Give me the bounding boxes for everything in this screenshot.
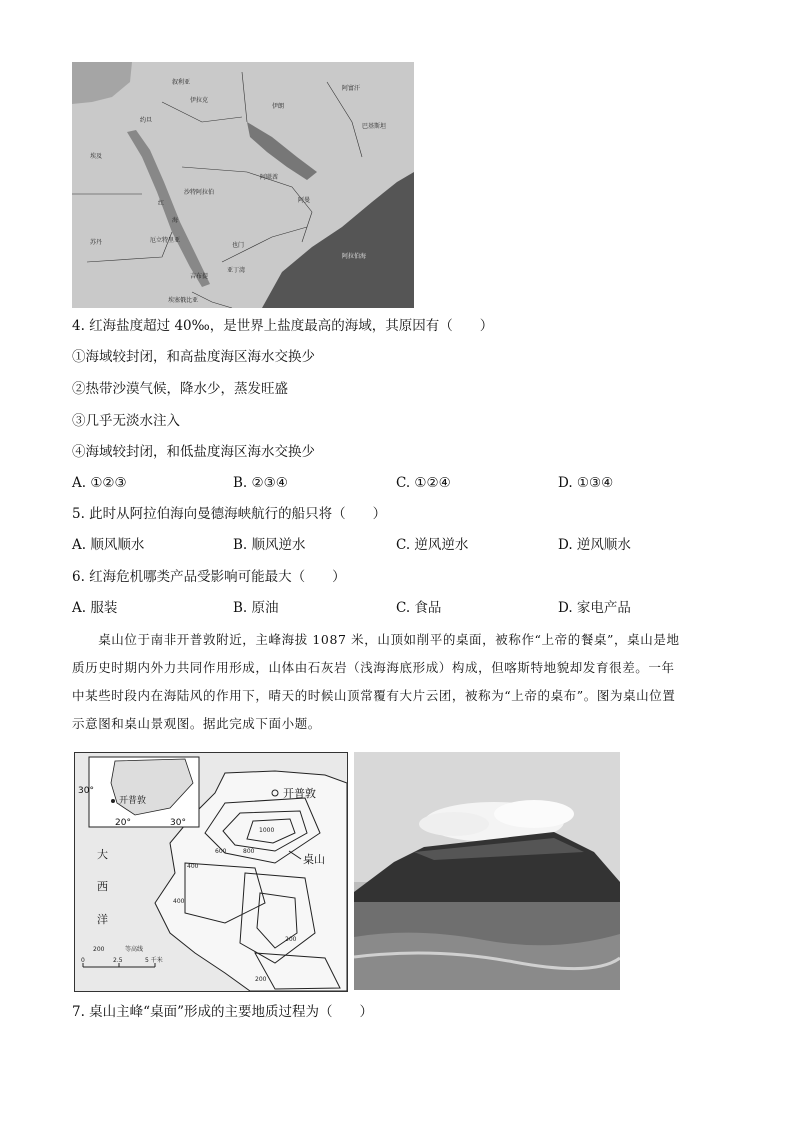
inset-lon1-label: 20° <box>115 818 131 828</box>
q7-stem: 7. 桌山主峰“桌面”形成的主要地质过程为（ ） <box>72 1004 373 1020</box>
q5-option-d[interactable]: D. 逆风顺水 <box>558 537 631 553</box>
contour-600: 600 <box>215 848 227 855</box>
q5-option-c[interactable]: C. 逆风逆水 <box>396 537 469 553</box>
scale-0: 0 <box>81 957 85 964</box>
contour-800: 800 <box>243 848 255 855</box>
label-afghanistan: 阿富汗 <box>342 85 361 92</box>
city-label: 开普敦 <box>283 787 316 800</box>
q4-item-4: ④海域较封闭，和低盐度海区海水交换少 <box>72 444 315 460</box>
label-sudan: 苏丹 <box>90 239 103 246</box>
mountain-label: 桌山 <box>303 853 325 866</box>
passage-line-4: 示意图和桌山景观图。据此完成下面小题。 <box>72 716 321 731</box>
label-saudi: 沙特阿拉伯 <box>184 189 215 196</box>
label-iran: 伊朗 <box>272 103 285 110</box>
q5-option-a[interactable]: A. 顺风顺水 <box>72 537 145 553</box>
label-red: 红 <box>158 200 165 207</box>
passage-line-3: 中某些时段内在海陆风的作用下，晴天的时候山顶常覆有大片云团，被称为“上帝的桌布”。图为桌山位置 <box>72 688 676 703</box>
label-oman: 阿曼 <box>298 197 311 204</box>
ocean-char-3: 洋 <box>97 913 108 926</box>
q6-option-d[interactable]: D. 家电产品 <box>558 600 631 616</box>
label-uae: 阿联酋 <box>260 174 279 181</box>
label-djibouti: 吉布提 <box>190 273 209 280</box>
ocean-char-2: 西 <box>97 880 108 893</box>
contour-400-a: 400 <box>187 863 199 870</box>
scale-5km: 5 千米 <box>145 957 163 964</box>
inset-lat-label: 30° <box>78 786 94 796</box>
q6-stem: 6. 红海危机哪类产品受影响可能最大（ ） <box>72 569 346 585</box>
q4-item-1: ①海域较封闭，和高盐度海区海水交换少 <box>72 349 315 365</box>
label-arabian-sea: 阿拉伯海 <box>342 253 367 260</box>
q5-stem: 5. 此时从阿拉伯海向曼德海峡航行的船只将（ ） <box>72 506 387 522</box>
q5-option-b[interactable]: B. 顺风逆水 <box>233 537 306 553</box>
red-sea-map <box>72 62 414 308</box>
label-syria: 叙利亚 <box>172 79 191 86</box>
inset-city-label: 开普敦 <box>119 796 147 806</box>
q4-option-d[interactable]: D. ①③④ <box>558 475 614 491</box>
label-ethiopia: 埃塞俄比亚 <box>168 297 199 304</box>
contour-1000: 1000 <box>259 827 275 834</box>
scale-2-5: 2.5 <box>113 957 123 964</box>
label-jordan: 约旦 <box>140 117 153 124</box>
q4-item-3: ③几乎无淡水注入 <box>72 413 180 429</box>
contour-200-b: 200 <box>93 946 105 953</box>
label-sea: 海 <box>172 217 179 224</box>
table-mountain-map <box>74 752 348 992</box>
label-eritrea: 厄立特里亚 <box>150 237 181 244</box>
contour-200-a: 200 <box>285 936 297 943</box>
passage-line-2: 质历史时期内外力共同作用形成，山体由石灰岩（浅海海底形成）构成，但喀斯特地貌却发育很差。一年 <box>72 660 675 675</box>
passage-line-1: 桌山位于南非开普敦附近，主峰海拔 1087 米，山顶如削平的桌面，被称作“上帝的餐桌”，桌山是地 <box>72 632 680 647</box>
table-mountain-photo <box>354 752 620 990</box>
q4-item-2: ②热带沙漠气候，降水少，蒸发旺盛 <box>72 381 288 397</box>
inset-lon2-label: 30° <box>170 818 186 828</box>
q4-option-b[interactable]: B. ②③④ <box>233 475 288 491</box>
label-pakistan: 巴基斯坦 <box>362 123 387 130</box>
q4-option-a[interactable]: A. ①②③ <box>72 475 127 491</box>
q6-option-b[interactable]: B. 原油 <box>233 600 279 616</box>
q4-option-c[interactable]: C. ①②④ <box>396 475 451 491</box>
q4-stem: 4. 红海盐度超过 40‰，是世界上盐度最高的海域，其原因有（ ） <box>72 318 494 334</box>
label-gulf-aden: 亚丁湾 <box>227 267 246 274</box>
passage-block <box>72 626 732 738</box>
bay-label: 等高线 <box>125 946 144 953</box>
label-iraq: 伊拉克 <box>190 97 209 104</box>
ocean-char-1: 大 <box>97 848 108 861</box>
label-yemen: 也门 <box>232 242 245 249</box>
label-egypt: 埃及 <box>90 153 103 160</box>
contour-400-b: 400 <box>173 898 185 905</box>
contour-200-c: 200 <box>255 976 267 983</box>
q6-option-c[interactable]: C. 食品 <box>396 600 442 616</box>
q6-option-a[interactable]: A. 服装 <box>72 600 118 616</box>
